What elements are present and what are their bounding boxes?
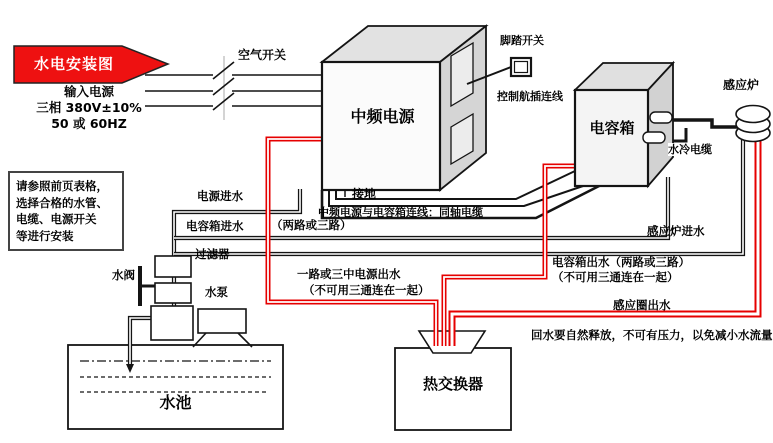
control-plug-line-label: 控制航插连线 (497, 90, 563, 103)
note-line4: 等进行安装 (16, 228, 74, 243)
installation-note (8, 171, 124, 251)
capacitor-outlet-label-2: （不可用三通连在一起） (552, 270, 679, 284)
return-water-note: 回水要自然释放，不可有压力，以免减小水流量 (531, 328, 773, 342)
three-phase-lines (145, 56, 322, 120)
capacitor-outlet-label-1: 电容箱出水（两路或三路） (552, 255, 690, 269)
input-power-spec (10, 84, 168, 132)
note-line2: 选择合格的水管、 (16, 195, 108, 210)
note-line3: 电缆、电源开关 (16, 212, 97, 226)
water-cooled-cable-label: 水冷电缆 (668, 143, 712, 156)
coax-note-label: 中频电源与电容箱连线：同轴电缆 (318, 206, 483, 219)
banner-title: 水电安装图 (33, 55, 114, 73)
filter-label: 过滤器 (195, 247, 230, 261)
water-pump-label: 水泵 (205, 285, 228, 299)
input-power-line3: 50 或 60HZ (51, 116, 127, 131)
capacitor-inlet-label: 电容箱进水 (186, 219, 244, 233)
power-outlet-label-2: （不可用三通连在一起） (303, 283, 430, 297)
mf-power-label: 中频电源 (350, 107, 415, 126)
heat-exchanger-label: 热交换器 (422, 375, 483, 393)
input-power-line2: 三相 380V±10% (36, 100, 142, 115)
ground-label: 接地 (352, 187, 377, 201)
power-inlet-label: 电源进水 (197, 189, 243, 203)
coil-outlet-label: 感应圈出水 (613, 298, 671, 312)
input-power-line1: 输入电源 (63, 84, 114, 99)
furnace-inlet-label: 感应炉进水 (647, 224, 705, 238)
induction-furnace-label: 感应炉 (723, 78, 760, 92)
note-line1: 请参照前页表格， (16, 179, 108, 193)
coax-paths-label: （两路或三路） (271, 218, 352, 232)
pump-assembly-shape (140, 256, 252, 347)
power-outlet-label-1: 一路或三中电源出水 (297, 267, 401, 281)
water-pool-shape (68, 345, 283, 429)
foot-switch-label: 脚踏开关 (500, 34, 544, 47)
air-switch-label: 空气开关 (238, 48, 287, 62)
capacitor-box-label: 电容箱 (589, 119, 635, 137)
water-valve-label: 水阀 (112, 268, 135, 282)
induction-furnace-coil (736, 106, 770, 142)
water-pool-label: 水池 (159, 393, 192, 412)
